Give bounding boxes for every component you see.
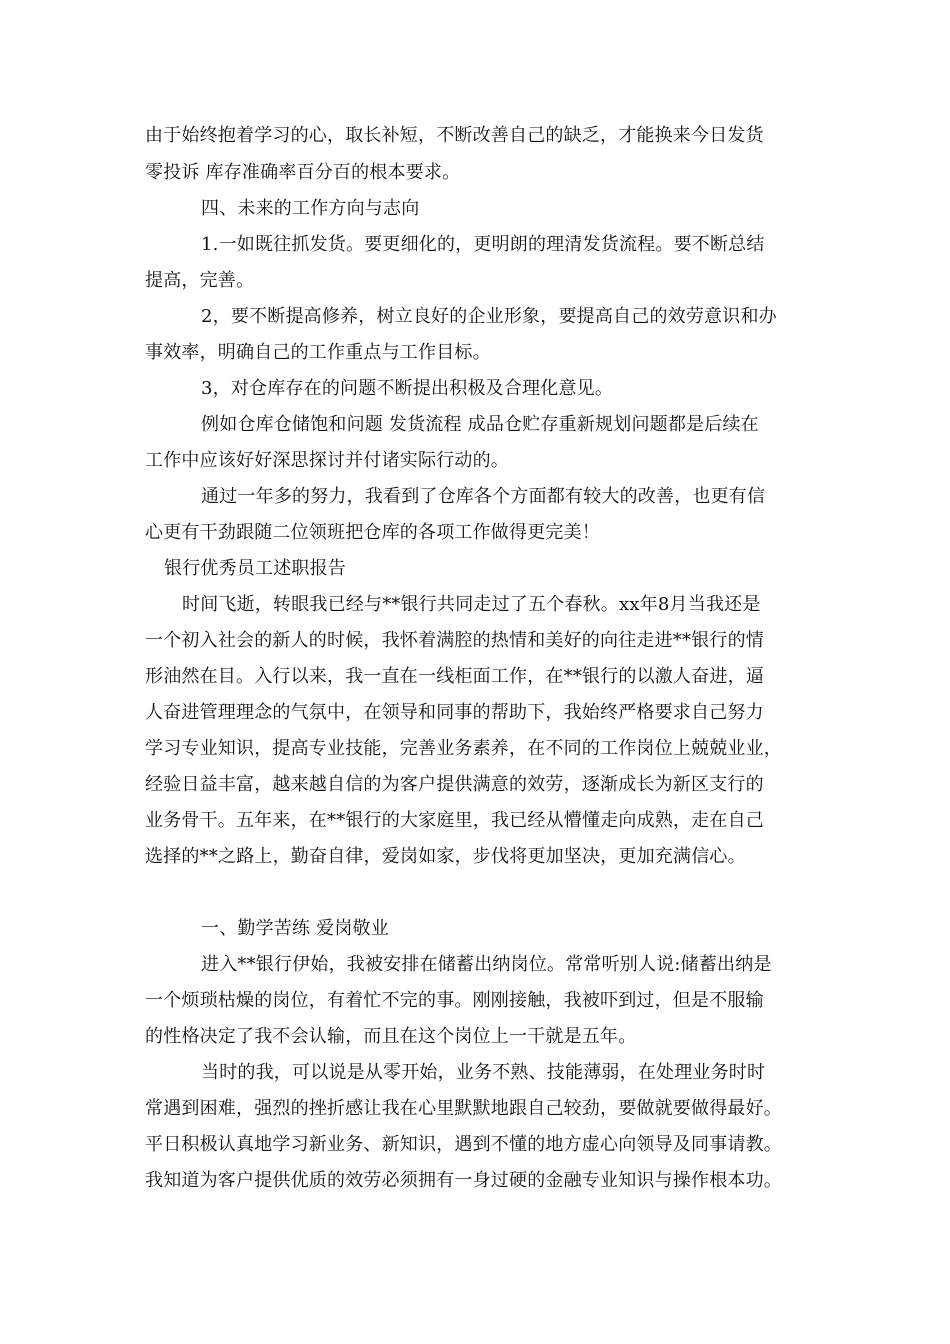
text-line: 工作中应该好好深思探讨并付诸实际行动的。 xyxy=(145,450,509,471)
document-title: 银行优秀员工述职报告 xyxy=(164,558,346,579)
text-line: 零投诉 库存准确率百分百的根本要求。 xyxy=(145,162,461,183)
text-line: 时间飞逝，转眼我已经与**银行共同走过了五个春秋。xx年8月当我还是 xyxy=(182,594,761,615)
text-line: 心更有干劲跟随二位领班把仓库的各项工作做得更完美！ xyxy=(145,522,600,543)
section-heading: 一、勤学苦练 爱岗敬业 xyxy=(201,918,389,939)
text-line: 1.一如既往抓发货。要更细化的，更明朗的理清发货流程。要不断总结 xyxy=(201,234,765,255)
text-line: 形油然在目。入行以来，我一直在一线柜面工作，在**银行的以激人奋进，逼 xyxy=(145,666,764,687)
text-line: 经验日益丰富，越来越自信的为客户提供满意的效劳，逐渐成长为新区支行的 xyxy=(145,774,764,795)
text-line: 我知道为客户提供优质的效劳必须拥有一身过硬的金融专业知识与操作根本功。 xyxy=(145,1170,782,1191)
text-line: 的性格决定了我不会认输，而且在这个岗位上一干就是五年。 xyxy=(145,1026,637,1047)
text-line: 由于始终抱着学习的心，取长补短，不断改善自己的缺乏，才能换来今日发货 xyxy=(145,125,764,146)
text-line: 3，对仓库存在的问题不断提出积极及合理化意见。 xyxy=(201,378,614,399)
text-line: 通过一年多的努力，我看到了仓库各个方面都有较大的改善，也更有信 xyxy=(201,486,766,507)
text-line: 事效率，明确自己的工作重点与工作目标。 xyxy=(145,342,491,363)
text-line: 业务骨干。五年来，在**银行的大家庭里，我已经从懵懂走向成熟，走在自己 xyxy=(145,810,764,831)
text-line: 常遇到困难，强烈的挫折感让我在心里默默地跟自己较劲，要做就要做得最好。 xyxy=(145,1098,782,1119)
text-line: 提高，完善。 xyxy=(145,270,255,291)
text-line: 例如仓库仓储饱和问题 发货流程 成品仓贮存重新规划问题都是后续在 xyxy=(201,414,759,435)
text-line: 2，要不断提高修养，树立良好的企业形象，要提高自己的效劳意识和办 xyxy=(201,306,777,327)
text-line: 学习专业知识，提高专业技能，完善业务素养，在不同的工作岗位上兢兢业业， xyxy=(145,738,782,759)
text-line: 进入**银行伊始，我被安排在储蓄出纳岗位。常常听别人说:储蓄出纳是 xyxy=(201,954,772,975)
text-line: 选择的**之路上，勤奋自律，爱岗如家，步伐将更加坚决，更加充满信心。 xyxy=(145,846,746,867)
text-line: 人奋进管理理念的气氛中，在领导和同事的帮助下，我始终严格要求自己努力 xyxy=(145,702,764,723)
section-heading: 四、未来的工作方向与志向 xyxy=(201,198,420,219)
text-line: 平日积极认真地学习新业务、新知识，遇到不懂的地方虚心向领导及同事请教。 xyxy=(145,1134,782,1155)
text-line: 当时的我，可以说是从零开始，业务不熟、技能薄弱，在处理业务时时 xyxy=(201,1062,766,1083)
text-line: 一个初入社会的新人的时候，我怀着满腔的热情和美好的向往走进**银行的情 xyxy=(145,630,764,651)
text-line: 一个烦琐枯燥的岗位，有着忙不完的事。刚刚接触，我被吓到过，但是不服输 xyxy=(145,990,764,1011)
